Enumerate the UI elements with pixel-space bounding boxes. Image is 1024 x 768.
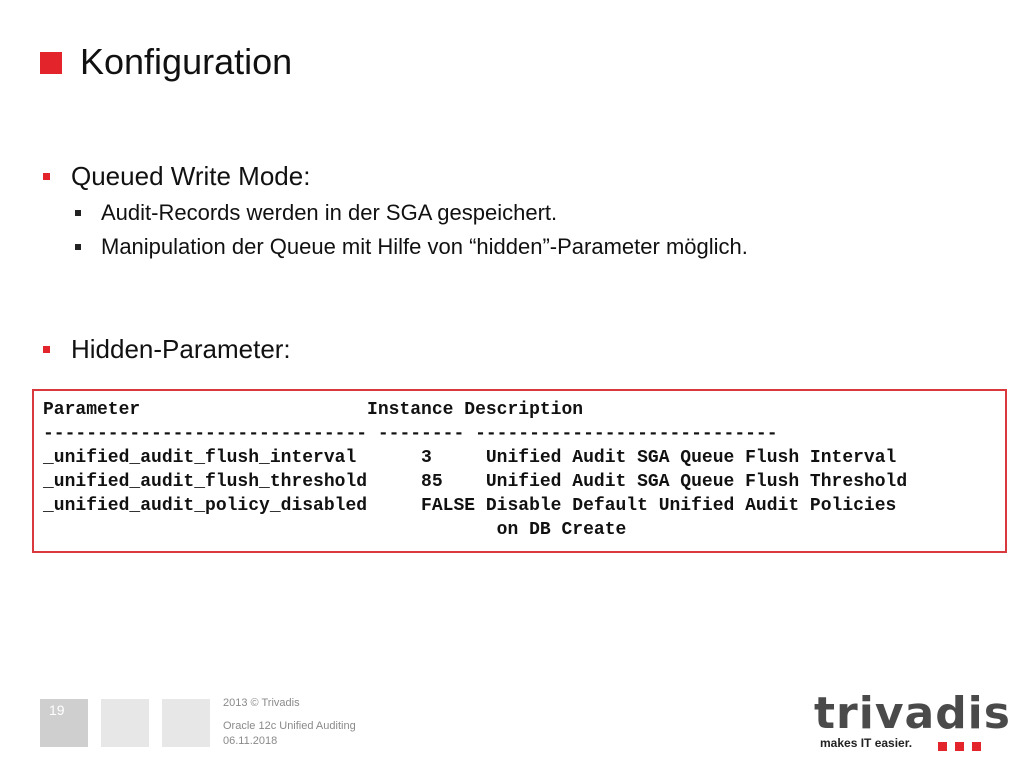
logo-dots-icon: [938, 742, 981, 751]
code-row-flush-threshold: _unified_audit_flush_threshold 85 Unified Audit SGA Queue Flush Threshold: [43, 472, 908, 492]
page-number: 19: [49, 702, 65, 718]
code-row-flush-interval: _unified_audit_flush_interval 3 Unified Audit SGA Queue Flush Interval: [43, 448, 897, 468]
trivadis-logo: [814, 688, 1011, 760]
page-number-tile: [40, 699, 88, 747]
logo-tagline: makes IT easier.: [820, 736, 913, 750]
slide-title: Konfiguration: [80, 41, 293, 82]
footer-subject: Oracle 12c Unified Auditing: [223, 720, 356, 732]
code-separator-line: ------------------------------ -------- ----------------------------: [43, 424, 778, 444]
sub-bullet-manipulation: [75, 233, 748, 261]
footer-date: 06.11.2018: [223, 735, 278, 747]
sub-bullet-audit-records: [75, 199, 557, 227]
footer-copyright: 2013 © Trivadis: [223, 697, 300, 709]
bullet-text: Hidden-Parameter:: [71, 334, 291, 364]
code-header-line: Parameter Instance Description: [43, 400, 584, 420]
bullet-square-icon: [43, 173, 50, 180]
parameter-code-box: [32, 389, 1007, 553]
bullet-square-icon: [75, 210, 81, 216]
bullet-hidden-parameter: [43, 333, 291, 365]
sub-bullet-text: Manipulation der Queue mit Hilfe von “hidden”-Parameter möglich.: [101, 234, 748, 259]
bullet-square-icon: [43, 346, 50, 353]
bullet-text: Queued Write Mode:: [71, 161, 311, 191]
bullet-square-icon: [75, 244, 81, 250]
footer-tile: [101, 699, 149, 747]
sub-bullet-text: Audit-Records werden in der SGA gespeichert.: [101, 200, 558, 225]
footer-tile: [162, 699, 210, 747]
logo-dot: [972, 742, 981, 751]
logo-wordmark: trivadis: [814, 688, 1011, 739]
code-row-policy-disabled: _unified_audit_policy_disabled FALSE Disable Default Unified Audit Policies: [43, 496, 897, 516]
bullet-queued-write-mode: [43, 160, 310, 192]
logo-dot: [955, 742, 964, 751]
logo-dot: [938, 742, 947, 751]
title-marker-square: [40, 52, 62, 74]
code-row-continuation: on DB Create: [43, 520, 627, 540]
